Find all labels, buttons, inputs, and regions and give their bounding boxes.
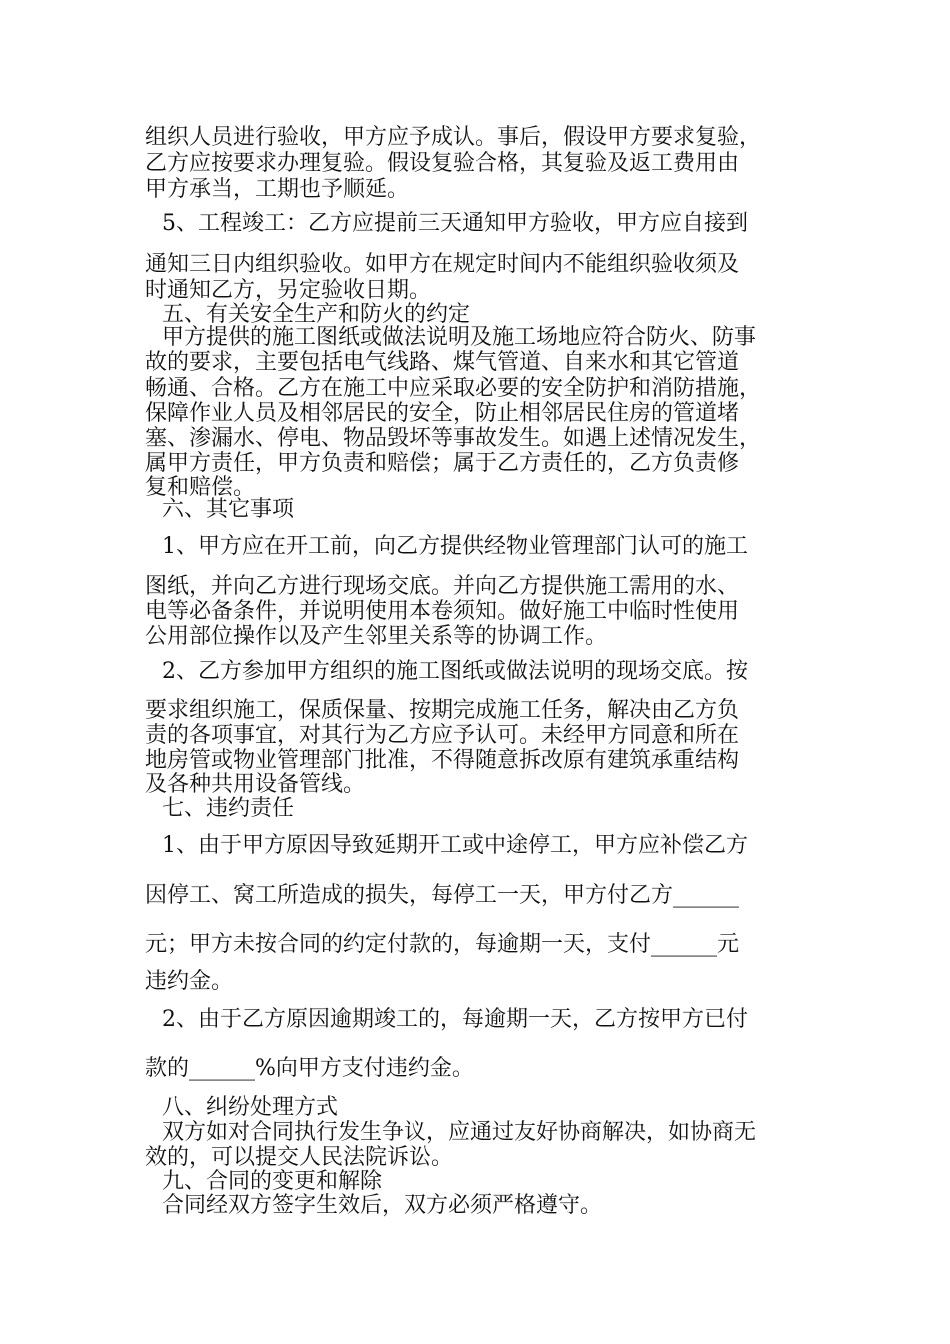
- paragraph-line: 要求组织施工，保质保量、按期完成施工任务，解决由乙方负: [145, 698, 740, 723]
- paragraph-line: 1、由于甲方原因导致延期开工或中途停工，甲方应补偿乙方: [162, 833, 748, 858]
- paragraph-line: 效的，可以提交人民法院诉讼。: [145, 1145, 454, 1170]
- paragraph-line: 故的要求，主要包括电气线路、煤气管道、自来水和其它管道: [145, 350, 740, 375]
- paragraph-line: 畅通、合格。乙方在施工中应采取必要的安全防护和消防措施，: [145, 376, 762, 401]
- paragraph-line: 1、甲方应在开工前，向乙方提供经物业管理部门认可的施工: [162, 534, 748, 559]
- section-heading: 八、纠纷处理方式: [162, 1095, 339, 1120]
- paragraph-line: 电等必备条件，并说明使用本卷须知。做好施工中临时性使用: [145, 599, 740, 624]
- paragraph-line: 组织人员进行验收，甲方应予成认。事后，假设甲方要求复验，: [145, 125, 762, 150]
- paragraph-line: 5、工程竣工：乙方应提前三天通知甲方验收，甲方应自接到: [162, 211, 748, 236]
- section-heading: 六、其它事项: [162, 497, 295, 522]
- section-heading: 五、有关安全生产和防火的约定: [162, 302, 471, 327]
- paragraph-line: 属甲方责任，甲方负责和赔偿；属于乙方责任的，乙方负责修: [145, 451, 740, 476]
- paragraph-line: 责的各项事宜，对其行为乙方应予认可。未经甲方同意和所在: [145, 723, 740, 748]
- paragraph-line: 塞、渗漏水、停电、物品毁坏等事故发生。如遇上述情况发生，: [145, 426, 762, 451]
- paragraph-line: 款的______%向甲方支付违约金。: [145, 1056, 474, 1081]
- paragraph-line: 因停工、窝工所造成的损失，每停工一天，甲方付乙方______: [145, 883, 740, 908]
- section-heading: 九、合同的变更和解除: [162, 1169, 383, 1194]
- paragraph-line: 图纸，并向乙方进行现场交底。并向乙方提供施工需用的水、: [145, 574, 740, 599]
- paragraph-line: 保障作业人员及相邻居民的安全，防止相邻居民住房的管道堵: [145, 401, 740, 426]
- paragraph-line: 时通知乙方，另定验收日期。: [145, 278, 432, 303]
- paragraph-line: 甲方提供的施工图纸或做法说明及施工场地应符合防火、防事: [162, 325, 757, 350]
- paragraph-line: 元；甲方未按合同的约定付款的，每逾期一天，支付______元: [145, 932, 740, 957]
- section-heading: 七、违约责任: [162, 796, 295, 821]
- paragraph-line: 合同经双方签字生效后，双方必须严格遵守。: [162, 1193, 603, 1218]
- paragraph-line: 2、乙方参加甲方组织的施工图纸或做法说明的现场交底。按: [162, 659, 748, 684]
- paragraph-line: 公用部位操作以及产生邻里关系等的协调工作。: [145, 624, 608, 649]
- paragraph-line: 双方如对合同执行发生争议，应通过友好协商解决，如协商无: [162, 1120, 757, 1145]
- paragraph-line: 地房管或物业管理部门批准，不得随意拆改原有建筑承重结构: [145, 748, 740, 773]
- paragraph-line: 2、由于乙方原因逾期竣工的，每逾期一天，乙方按甲方已付: [162, 1007, 748, 1032]
- paragraph-line: 及各种共用设备管线。: [145, 772, 366, 797]
- paragraph-line: 通知三日内组织验收。如甲方在规定时间内不能组织验收须及: [145, 252, 740, 277]
- paragraph-line: 甲方承当，工期也予顺延。: [145, 177, 410, 202]
- paragraph-line: 违约金。: [145, 969, 234, 994]
- paragraph-line: 复和赔偿。: [145, 475, 256, 500]
- paragraph-line: 乙方应按要求办理复验。假设复验合格，其复验及返工费用由: [145, 151, 740, 176]
